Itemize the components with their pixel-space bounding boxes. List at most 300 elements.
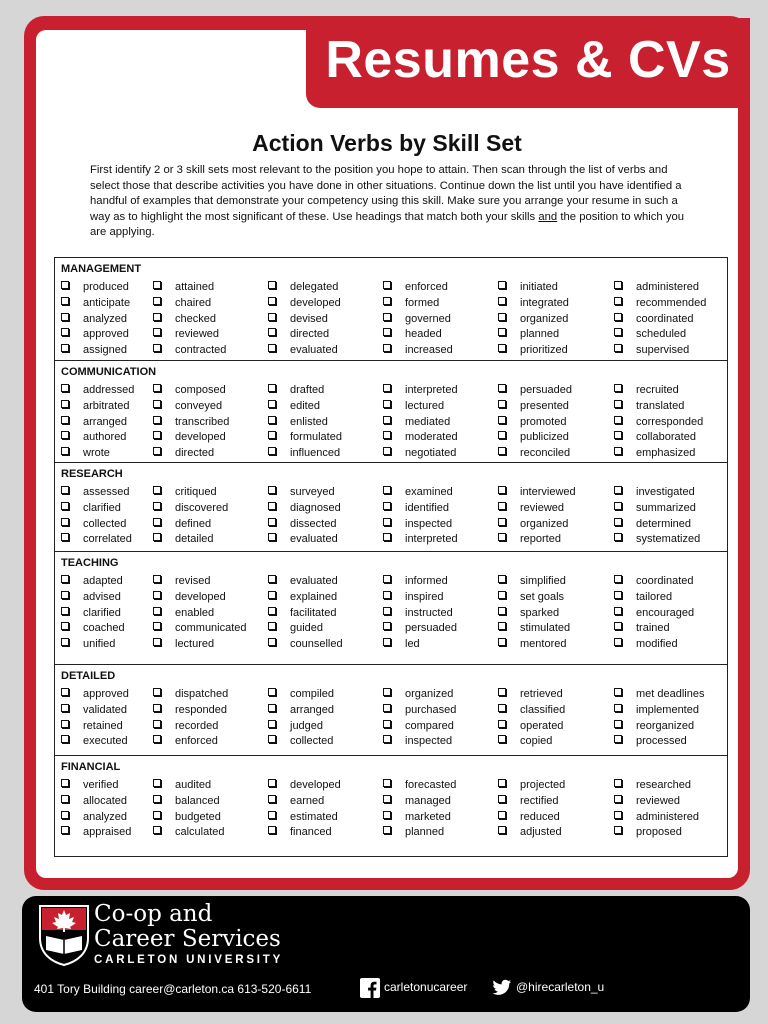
verb-item[interactable]: [61, 327, 129, 341]
checkbox-icon[interactable]: [614, 447, 622, 455]
checkbox-icon[interactable]: [614, 328, 622, 336]
verb-item[interactable]: [153, 399, 222, 413]
checkbox-icon[interactable]: [153, 518, 161, 526]
checkbox-icon[interactable]: [498, 688, 506, 696]
verb-item[interactable]: [61, 621, 125, 635]
checkbox-icon[interactable]: [383, 811, 391, 819]
checkbox-icon[interactable]: [153, 313, 161, 321]
checkbox-icon[interactable]: [383, 622, 391, 630]
checkbox-icon[interactable]: [61, 447, 69, 455]
verb-item[interactable]: [614, 430, 696, 444]
verb-item[interactable]: [268, 399, 320, 413]
checkbox-icon[interactable]: [383, 297, 391, 305]
checkbox-icon[interactable]: [383, 400, 391, 408]
verb-item[interactable]: [153, 621, 247, 635]
checkbox-icon[interactable]: [268, 779, 276, 787]
checkbox-icon[interactable]: [153, 416, 161, 424]
checkbox-icon[interactable]: [498, 313, 506, 321]
verb-item[interactable]: [61, 501, 121, 515]
checkbox-icon[interactable]: [383, 720, 391, 728]
verb-item[interactable]: [268, 590, 337, 604]
verb-item[interactable]: [61, 430, 126, 444]
verb-item[interactable]: [61, 687, 129, 701]
verb-item[interactable]: [153, 734, 218, 748]
verb-item[interactable]: [61, 446, 110, 460]
verb-item[interactable]: [614, 296, 706, 310]
checkbox-icon[interactable]: [498, 384, 506, 392]
verb-item[interactable]: [153, 810, 221, 824]
checkbox-icon[interactable]: [383, 502, 391, 510]
verb-item[interactable]: [268, 606, 336, 620]
verb-item[interactable]: [498, 446, 570, 460]
verb-item[interactable]: [614, 532, 700, 546]
checkbox-icon[interactable]: [498, 297, 506, 305]
checkbox-icon[interactable]: [153, 533, 161, 541]
checkbox-icon[interactable]: [498, 720, 506, 728]
checkbox-icon[interactable]: [614, 591, 622, 599]
checkbox-icon[interactable]: [498, 826, 506, 834]
checkbox-icon[interactable]: [614, 638, 622, 646]
checkbox-icon[interactable]: [61, 416, 69, 424]
checkbox-icon[interactable]: [268, 638, 276, 646]
verb-item[interactable]: [153, 532, 214, 546]
verb-item[interactable]: [614, 734, 687, 748]
checkbox-icon[interactable]: [268, 622, 276, 630]
checkbox-icon[interactable]: [614, 826, 622, 834]
checkbox-icon[interactable]: [268, 281, 276, 289]
checkbox-icon[interactable]: [268, 486, 276, 494]
checkbox-icon[interactable]: [383, 704, 391, 712]
verb-item[interactable]: [498, 734, 552, 748]
verb-item[interactable]: [153, 383, 226, 397]
checkbox-icon[interactable]: [268, 313, 276, 321]
checkbox-icon[interactable]: [383, 607, 391, 615]
verb-item[interactable]: [614, 825, 682, 839]
checkbox-icon[interactable]: [498, 502, 506, 510]
verb-item[interactable]: [614, 621, 670, 635]
checkbox-icon[interactable]: [153, 447, 161, 455]
checkbox-icon[interactable]: [498, 811, 506, 819]
verb-item[interactable]: [498, 517, 568, 531]
verb-item[interactable]: [61, 778, 118, 792]
checkbox-icon[interactable]: [268, 447, 276, 455]
checkbox-icon[interactable]: [153, 704, 161, 712]
checkbox-icon[interactable]: [498, 735, 506, 743]
checkbox-icon[interactable]: [498, 486, 506, 494]
verb-item[interactable]: [383, 532, 458, 546]
checkbox-icon[interactable]: [614, 688, 622, 696]
verb-item[interactable]: [383, 810, 451, 824]
checkbox-icon[interactable]: [383, 518, 391, 526]
verb-item[interactable]: [498, 590, 564, 604]
checkbox-icon[interactable]: [614, 795, 622, 803]
checkbox-icon[interactable]: [61, 384, 69, 392]
checkbox-icon[interactable]: [383, 328, 391, 336]
checkbox-icon[interactable]: [614, 344, 622, 352]
checkbox-icon[interactable]: [153, 400, 161, 408]
checkbox-icon[interactable]: [614, 313, 622, 321]
checkbox-icon[interactable]: [498, 607, 506, 615]
checkbox-icon[interactable]: [268, 344, 276, 352]
verb-item[interactable]: [383, 485, 453, 499]
checkbox-icon[interactable]: [61, 533, 69, 541]
checkbox-icon[interactable]: [61, 704, 69, 712]
checkbox-icon[interactable]: [614, 811, 622, 819]
checkbox-icon[interactable]: [268, 720, 276, 728]
checkbox-icon[interactable]: [268, 416, 276, 424]
verb-item[interactable]: [383, 501, 449, 515]
verb-item[interactable]: [153, 778, 211, 792]
checkbox-icon[interactable]: [268, 704, 276, 712]
checkbox-icon[interactable]: [383, 486, 391, 494]
checkbox-icon[interactable]: [614, 297, 622, 305]
verb-item[interactable]: [614, 517, 691, 531]
checkbox-icon[interactable]: [383, 431, 391, 439]
checkbox-icon[interactable]: [268, 811, 276, 819]
checkbox-icon[interactable]: [61, 575, 69, 583]
verb-item[interactable]: [268, 415, 328, 429]
checkbox-icon[interactable]: [268, 826, 276, 834]
verb-item[interactable]: [498, 280, 558, 294]
verb-item[interactable]: [498, 810, 560, 824]
checkbox-icon[interactable]: [153, 575, 161, 583]
checkbox-icon[interactable]: [383, 313, 391, 321]
checkbox-icon[interactable]: [383, 638, 391, 646]
verb-item[interactable]: [153, 446, 214, 460]
checkbox-icon[interactable]: [614, 704, 622, 712]
verb-item[interactable]: [61, 810, 127, 824]
checkbox-icon[interactable]: [383, 447, 391, 455]
verb-item[interactable]: [383, 606, 453, 620]
checkbox-icon[interactable]: [498, 638, 506, 646]
checkbox-icon[interactable]: [614, 416, 622, 424]
checkbox-icon[interactable]: [614, 533, 622, 541]
verb-item[interactable]: [61, 794, 127, 808]
verb-item[interactable]: [383, 719, 454, 733]
verb-item[interactable]: [614, 501, 696, 515]
verb-item[interactable]: [61, 343, 127, 357]
checkbox-icon[interactable]: [61, 688, 69, 696]
verb-item[interactable]: [614, 703, 699, 717]
verb-item[interactable]: [268, 485, 335, 499]
verb-item[interactable]: [153, 574, 210, 588]
checkbox-icon[interactable]: [383, 281, 391, 289]
verb-item[interactable]: [383, 517, 452, 531]
verb-item[interactable]: [614, 719, 694, 733]
checkbox-icon[interactable]: [614, 486, 622, 494]
verb-item[interactable]: [268, 532, 338, 546]
verb-item[interactable]: [383, 621, 457, 635]
verb-item[interactable]: [61, 532, 132, 546]
checkbox-icon[interactable]: [383, 533, 391, 541]
verb-item[interactable]: [268, 343, 338, 357]
verb-item[interactable]: [61, 383, 134, 397]
checkbox-icon[interactable]: [61, 591, 69, 599]
verb-item[interactable]: [383, 590, 444, 604]
verb-item[interactable]: [61, 719, 123, 733]
checkbox-icon[interactable]: [268, 384, 276, 392]
verb-item[interactable]: [61, 590, 121, 604]
verb-item[interactable]: [614, 810, 699, 824]
verb-item[interactable]: [614, 687, 705, 701]
checkbox-icon[interactable]: [153, 735, 161, 743]
checkbox-icon[interactable]: [498, 795, 506, 803]
verb-item[interactable]: [383, 794, 451, 808]
checkbox-icon[interactable]: [268, 591, 276, 599]
checkbox-icon[interactable]: [153, 720, 161, 728]
verb-item[interactable]: [61, 574, 123, 588]
verb-item[interactable]: [498, 485, 576, 499]
verb-item[interactable]: [614, 312, 694, 326]
verb-item[interactable]: [268, 446, 340, 460]
checkbox-icon[interactable]: [498, 431, 506, 439]
checkbox-icon[interactable]: [153, 779, 161, 787]
checkbox-icon[interactable]: [614, 779, 622, 787]
checkbox-icon[interactable]: [268, 795, 276, 803]
checkbox-icon[interactable]: [498, 447, 506, 455]
checkbox-icon[interactable]: [61, 795, 69, 803]
verb-item[interactable]: [498, 703, 565, 717]
checkbox-icon[interactable]: [498, 416, 506, 424]
checkbox-icon[interactable]: [498, 344, 506, 352]
checkbox-icon[interactable]: [153, 795, 161, 803]
checkbox-icon[interactable]: [383, 688, 391, 696]
checkbox-icon[interactable]: [61, 779, 69, 787]
checkbox-icon[interactable]: [614, 575, 622, 583]
verb-item[interactable]: [153, 825, 225, 839]
checkbox-icon[interactable]: [614, 518, 622, 526]
verb-item[interactable]: [153, 590, 226, 604]
verb-item[interactable]: [614, 574, 694, 588]
checkbox-icon[interactable]: [498, 704, 506, 712]
verb-item[interactable]: [498, 574, 566, 588]
checkbox-icon[interactable]: [383, 795, 391, 803]
verb-item[interactable]: [268, 794, 324, 808]
checkbox-icon[interactable]: [268, 575, 276, 583]
checkbox-icon[interactable]: [268, 518, 276, 526]
verb-item[interactable]: [61, 734, 128, 748]
checkbox-icon[interactable]: [61, 518, 69, 526]
verb-item[interactable]: [383, 399, 444, 413]
checkbox-icon[interactable]: [61, 502, 69, 510]
verb-item[interactable]: [153, 415, 229, 429]
verb-item[interactable]: [268, 383, 324, 397]
checkbox-icon[interactable]: [61, 281, 69, 289]
checkbox-icon[interactable]: [153, 638, 161, 646]
checkbox-icon[interactable]: [498, 400, 506, 408]
checkbox-icon[interactable]: [383, 735, 391, 743]
verb-item[interactable]: [383, 637, 420, 651]
checkbox-icon[interactable]: [61, 486, 69, 494]
checkbox-icon[interactable]: [153, 688, 161, 696]
verb-item[interactable]: [498, 312, 568, 326]
checkbox-icon[interactable]: [383, 344, 391, 352]
checkbox-icon[interactable]: [614, 622, 622, 630]
verb-item[interactable]: [268, 825, 332, 839]
verb-item[interactable]: [268, 621, 323, 635]
verb-item[interactable]: [498, 415, 566, 429]
checkbox-icon[interactable]: [153, 826, 161, 834]
checkbox-icon[interactable]: [153, 502, 161, 510]
checkbox-icon[interactable]: [614, 607, 622, 615]
checkbox-icon[interactable]: [153, 486, 161, 494]
checkbox-icon[interactable]: [614, 502, 622, 510]
checkbox-icon[interactable]: [614, 431, 622, 439]
checkbox-icon[interactable]: [61, 811, 69, 819]
checkbox-icon[interactable]: [153, 384, 161, 392]
verb-item[interactable]: [268, 687, 334, 701]
verb-item[interactable]: [383, 343, 453, 357]
verb-item[interactable]: [153, 606, 214, 620]
verb-item[interactable]: [614, 446, 695, 460]
verb-item[interactable]: [614, 399, 684, 413]
checkbox-icon[interactable]: [61, 607, 69, 615]
verb-item[interactable]: [153, 312, 216, 326]
checkbox-icon[interactable]: [498, 281, 506, 289]
checkbox-icon[interactable]: [61, 313, 69, 321]
checkbox-icon[interactable]: [61, 431, 69, 439]
checkbox-icon[interactable]: [383, 826, 391, 834]
verb-item[interactable]: [498, 532, 561, 546]
verb-item[interactable]: [614, 606, 694, 620]
verb-item[interactable]: [268, 327, 329, 341]
verb-item[interactable]: [383, 687, 453, 701]
checkbox-icon[interactable]: [498, 518, 506, 526]
verb-item[interactable]: [61, 606, 121, 620]
verb-item[interactable]: [498, 383, 572, 397]
verb-item[interactable]: [383, 415, 450, 429]
verb-item[interactable]: [498, 637, 566, 651]
checkbox-icon[interactable]: [153, 431, 161, 439]
checkbox-icon[interactable]: [614, 281, 622, 289]
checkbox-icon[interactable]: [383, 384, 391, 392]
checkbox-icon[interactable]: [268, 297, 276, 305]
verb-item[interactable]: [61, 415, 127, 429]
checkbox-icon[interactable]: [498, 575, 506, 583]
verb-item[interactable]: [498, 719, 563, 733]
verb-item[interactable]: [498, 687, 563, 701]
verb-item[interactable]: [614, 590, 672, 604]
verb-item[interactable]: [614, 280, 699, 294]
verb-item[interactable]: [153, 637, 214, 651]
verb-item[interactable]: [268, 637, 343, 651]
verb-item[interactable]: [268, 517, 336, 531]
checkbox-icon[interactable]: [61, 638, 69, 646]
verb-item[interactable]: [153, 343, 226, 357]
verb-item[interactable]: [614, 485, 695, 499]
checkbox-icon[interactable]: [268, 400, 276, 408]
checkbox-icon[interactable]: [268, 533, 276, 541]
checkbox-icon[interactable]: [268, 328, 276, 336]
verb-item[interactable]: [268, 719, 323, 733]
verb-item[interactable]: [61, 637, 115, 651]
verb-item[interactable]: [61, 296, 130, 310]
verb-item[interactable]: [153, 296, 211, 310]
checkbox-icon[interactable]: [268, 688, 276, 696]
verb-item[interactable]: [268, 574, 338, 588]
verb-item[interactable]: [153, 327, 219, 341]
checkbox-icon[interactable]: [268, 607, 276, 615]
checkbox-icon[interactable]: [383, 416, 391, 424]
checkbox-icon[interactable]: [61, 735, 69, 743]
checkbox-icon[interactable]: [383, 779, 391, 787]
verb-item[interactable]: [614, 778, 691, 792]
checkbox-icon[interactable]: [61, 826, 69, 834]
checkbox-icon[interactable]: [153, 281, 161, 289]
verb-item[interactable]: [61, 280, 129, 294]
checkbox-icon[interactable]: [268, 431, 276, 439]
verb-item[interactable]: [498, 778, 565, 792]
verb-item[interactable]: [383, 574, 448, 588]
verb-item[interactable]: [61, 312, 127, 326]
checkbox-icon[interactable]: [498, 779, 506, 787]
verb-item[interactable]: [498, 606, 559, 620]
checkbox-icon[interactable]: [498, 622, 506, 630]
checkbox-icon[interactable]: [153, 622, 161, 630]
verb-item[interactable]: [153, 485, 217, 499]
verb-item[interactable]: [614, 327, 686, 341]
verb-item[interactable]: [153, 719, 218, 733]
checkbox-icon[interactable]: [383, 591, 391, 599]
verb-item[interactable]: [498, 327, 559, 341]
verb-item[interactable]: [61, 485, 129, 499]
verb-item[interactable]: [614, 343, 689, 357]
verb-item[interactable]: [383, 312, 451, 326]
checkbox-icon[interactable]: [268, 502, 276, 510]
verb-item[interactable]: [61, 399, 129, 413]
checkbox-icon[interactable]: [61, 344, 69, 352]
verb-item[interactable]: [268, 296, 341, 310]
verb-item[interactable]: [268, 810, 338, 824]
verb-item[interactable]: [383, 327, 442, 341]
verb-item[interactable]: [498, 501, 564, 515]
verb-item[interactable]: [383, 734, 452, 748]
verb-item[interactable]: [383, 446, 456, 460]
verb-item[interactable]: [268, 703, 334, 717]
verb-item[interactable]: [614, 383, 679, 397]
verb-item[interactable]: [383, 778, 456, 792]
verb-item[interactable]: [498, 343, 568, 357]
checkbox-icon[interactable]: [498, 591, 506, 599]
verb-item[interactable]: [61, 703, 127, 717]
verb-item[interactable]: [498, 825, 562, 839]
verb-item[interactable]: [268, 280, 338, 294]
checkbox-icon[interactable]: [614, 400, 622, 408]
verb-item[interactable]: [614, 415, 703, 429]
verb-item[interactable]: [498, 399, 569, 413]
verb-item[interactable]: [614, 637, 678, 651]
checkbox-icon[interactable]: [614, 735, 622, 743]
verb-item[interactable]: [61, 825, 131, 839]
verb-item[interactable]: [153, 794, 220, 808]
verb-item[interactable]: [153, 430, 226, 444]
verb-item[interactable]: [268, 501, 341, 515]
verb-item[interactable]: [268, 778, 341, 792]
checkbox-icon[interactable]: [153, 344, 161, 352]
verb-item[interactable]: [268, 734, 333, 748]
checkbox-icon[interactable]: [61, 400, 69, 408]
checkbox-icon[interactable]: [498, 328, 506, 336]
checkbox-icon[interactable]: [614, 720, 622, 728]
verb-item[interactable]: [268, 430, 342, 444]
verb-item[interactable]: [383, 383, 458, 397]
verb-item[interactable]: [383, 825, 444, 839]
verb-item[interactable]: [383, 296, 439, 310]
checkbox-icon[interactable]: [153, 607, 161, 615]
verb-item[interactable]: [153, 280, 214, 294]
checkbox-icon[interactable]: [268, 735, 276, 743]
checkbox-icon[interactable]: [61, 720, 69, 728]
